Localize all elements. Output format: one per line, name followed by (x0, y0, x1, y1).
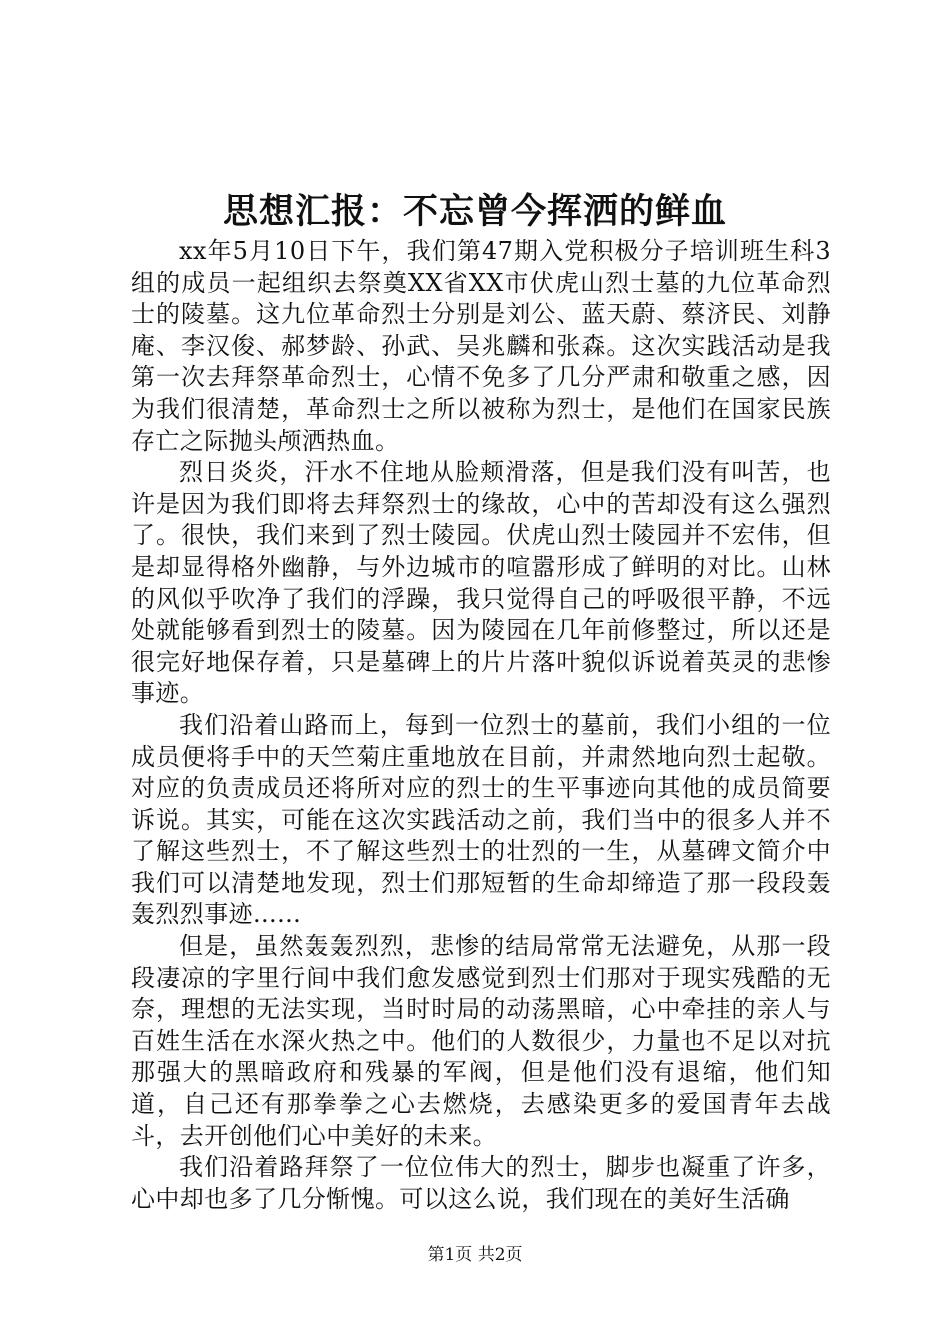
paragraph-3: 我们沿着山路而上，每到一位烈士的墓前，我们小组的一位成员便将手中的天竺菊庄重地放在目前，并肃然地向烈士起敬。对应的负责成员还将所对应的烈士的生平事迹向其他的成员简要诉说。其实，可能在这次实践活动之前，我们当中的很多人并不了解这些烈士，不了解这些烈士的壮烈的一生，从墓碑文简介中我们可以清楚地发现，烈士们那短暂的生命却缔造了那一段段轰轰烈烈事迹...... (131, 710, 831, 929)
paragraph-5: 我们沿着路拜祭了一位位伟大的烈士，脚步也凝重了许多，心中却也多了几分惭愧。可以这么说，我们现在的美好生活确 (131, 1153, 831, 1213)
paragraph-2: 烈日炎炎，汗水不住地从脸颊滑落，但是我们没有叫苦，也许是因为我们即将去拜祭烈士的缘故，心中的苦却没有这么强烈了。很快，我们来到了烈士陵园。伏虎山烈士陵园并不宏伟，但是却显得格外幽静，与外边城市的喧嚣形成了鲜明的对比。山林的风似乎吹净了我们的浮躁，我只觉得自己的呼吸很平静，不远处就能够看到烈士的陵墓。因为陵园在几年前修整过，所以还是很完好地保存着，只是墓碑上的片片落叶貌似诉说着英灵的悲惨事迹。 (131, 458, 831, 708)
paragraph-1: xx年5月10日下午，我们第47期入党积极分子培训班生科3组的成员一起组织去祭奠XX省XX市伏虎山烈士墓的九位革命烈士的陵墓。这九位革命烈士分别是刘公、蓝天蔚、蔡济民、刘静庵、李汉俊、郝梦龄、孙武、吴兆麟和张森。这次实践活动是我第一次去拜祭革命烈士，心情不免多了几分严肃和敬重之感，因为我们很清楚，革命烈士之所以被称为烈士，是他们在国家民族存亡之际抛头颅洒热血。 (131, 237, 831, 455)
paragraph-4: 但是，虽然轰轰烈烈，悲惨的结局常常无法避免，从那一段段凄凉的字里行间中我们愈发感觉到烈士们那对于现实残酷的无奈，理想的无法实现，当时时局的动荡黑暗，心中牵挂的亲人与百姓生活在水深火热之中。他们的人数很少，力量也不足以对抗那强大的黑暗政府和残暴的军阀，但是他们没有退缩，他们知道，自己还有那拳拳之心去燃烧，去感染更多的爱国青年去战斗，去开创他们心中美好的未来。 (131, 932, 831, 1150)
document-body (131, 236, 831, 1215)
document-title: 思想汇报：不忘曾今挥洒的鲜血 (222, 191, 727, 232)
page-footer: 第1页 共2页 (427, 1245, 523, 1265)
